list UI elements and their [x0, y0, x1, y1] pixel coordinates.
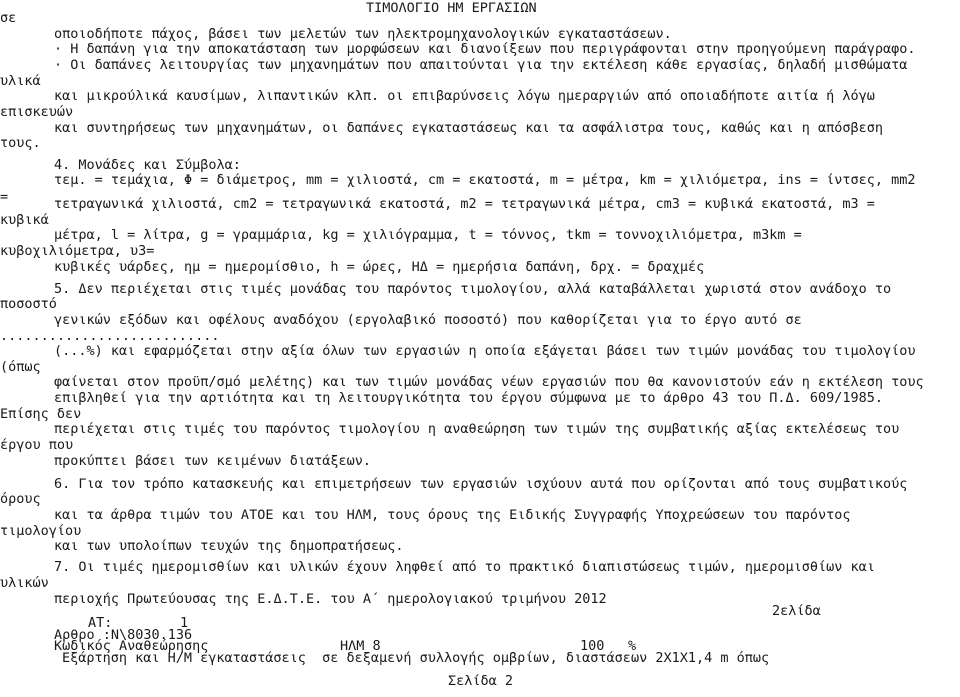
wrap-word: υλικών	[0, 575, 49, 591]
section-heading: 4. Μονάδες και Σύμβολα:	[54, 157, 241, 174]
wrap-word: Επίσης δεν	[0, 405, 82, 422]
dotted-line: ...........................	[0, 327, 220, 344]
percent-sign: %	[628, 638, 637, 655]
text-line: προκύπτει βάσει των κειμένων διατάξεων.	[54, 452, 371, 469]
text-line: και συντηρήσεως των μηχανημάτων, οι δαπάνες εγκαταστάσεως και τα ασφάλιστρα τους, καθώς και η απόσβεση	[54, 119, 884, 136]
text-line: και μικρούλικά καυσίμων, λιπαντικών κλπ. οι επιβαρύνσεις λόγω ημεραργιών από οποιαδήποτε αιτία ή λόγω	[54, 88, 875, 105]
text-line: γενικών εξόδων και οφέλους αναδόχου (εργολαβικό ποσοστό) που καθορίζεται για το έργο αυτό σε	[54, 311, 802, 328]
bullet-line: · Οι δαπάνες λειτουργίας των μηχανημάτων που απαιτούνται για την εκτέλεση κάθε εργασίας, δηλαδή μισθώματα	[54, 57, 908, 74]
page-reference: 2ελίδα	[772, 602, 821, 619]
wrap-word: έργου που	[0, 437, 74, 453]
page-title: ΤΙΜΟΛΟΓΙΟ ΗΜ ΕΡΓΑΣΙΩΝ	[366, 0, 537, 16]
text-line: περιοχής Πρωτεύουσας της Ε.Δ.Τ.Ε. του Α΄ ημερολογιακού τριμήνου 2012	[54, 590, 607, 607]
text-line: και των υπολοίπων τευχών της δημοπρατήσεως.	[54, 538, 404, 555]
wrap-word: κυβοχιλιόμετρα, υ3=	[0, 242, 155, 259]
text-line: φαίνεται στον προϋπ/σμό μελέτης) και των τιμών μονάδας νέων εργασιών που θα κανονιστούν εάν η εκτέλεση τους	[54, 374, 924, 391]
section-heading: 5. Δεν περιέχεται στις τιμές μονάδας του παρόντος τιμολογίου, αλλά καταβάλλεται χωριστά στον ανάδοχο το	[54, 280, 892, 297]
text-line: οποιοδήποτε πάχος, βάσει των μελετών των ηλεκτρομηχανολογικών εγκαταστάσεων.	[54, 25, 672, 42]
wrap-word: υλικά	[0, 72, 41, 89]
wrap-word: όρους	[0, 491, 41, 508]
revision-percent: 100	[580, 638, 605, 655]
page-number: Σελίδα 2	[448, 673, 514, 690]
revision-code-label: Κωδικός Αναθεώρησης	[54, 638, 209, 655]
article-code: Αρθρο :Ν\8030.136	[54, 626, 193, 643]
text-line: κυβικές υάρδες, ημ = ημερομίσθιο, h = ώρες, ΗΔ = ημερήσια δαπάνη, δρχ. = δραχμές	[54, 258, 705, 275]
wrap-word: =	[0, 188, 9, 205]
text-line: περιέχεται στις τιμές του παρόντος τιμολογίου η αναθεώρηση των τιμών της συμβατικής αξίας εκτελέσεως του	[54, 421, 900, 438]
article-description: Εξάρτηση και Η/Μ εγκαταστάσεις σε δεξαμενή συλλογής ομβρίων, διαστάσεων 2Χ1Χ1,4 m όπως	[62, 650, 770, 667]
at-value: 1	[180, 614, 189, 631]
bullet-line: · Η δαπάνη για την αποκατάσταση των μορφώσεων και διανοίξεων που περιγράφονται στην προηγούμενη παράγραφο.	[54, 41, 916, 58]
text-line: τετραγωνικά χιλιοστά, cm2 = τετραγωνικά εκατοστά, m2 = τετραγωνικά μέτρα, cm3 = κυβικά εκατοστά, m3 =	[54, 195, 875, 212]
text-line: επιβληθεί για την αρτιότητα και τη λειτουργικότητα του έργου σύμφωνα με το άρθρο 43 του Π.Δ. 609/1985.	[54, 390, 884, 407]
wrap-word: ποσοστό	[0, 296, 57, 313]
section-heading: 6. Για τον τρόπο κατασκευής και επιμετρήσεων των εργασιών ισχύουν αυτά που ορίζονται από τους συμβατικούς	[54, 475, 908, 492]
text-line: (...%) και εφαρμόζεται στην αξία όλων των εργασιών η οποία εξάγεται βάσει των τιμών μονάδας του τιμολογίου	[54, 343, 916, 360]
text-line: τεμ. = τεμάχια, Φ = διάμετρος, mm = χιλιοστά, cm = εκατοστά, m = μέτρα, km = χιλιόμετρα, ins = ίντσες, mm2	[54, 172, 916, 189]
wrap-word: τιμολογίου	[0, 522, 82, 539]
wrap-word: (όπως	[0, 358, 41, 375]
wrap-word: κυβικά	[0, 211, 49, 228]
wrap-word: τους.	[0, 135, 41, 152]
text-line: και τα άρθρα τιμών του ΑΤΟΕ και του ΗΛΜ, τους όρους της Ειδικής Συγγραφής Υποχρεώσεων του παρόντος	[54, 506, 851, 523]
section-heading: 7. Οι τιμές ημερομισθίων και υλικών έχουν ληφθεί από το πρακτικό διαπιστώσεως τιμών, ημερομισθίων και	[54, 559, 875, 576]
margin-word: σε	[0, 10, 17, 27]
text-line: μέτρα, l = λίτρα, g = γραμμάρια, kg = χιλιόγραμμα, t = τόννος, tkm = τοννοχιλιόμετρα, m3km =	[54, 227, 802, 244]
wrap-word: επισκευών	[0, 103, 74, 120]
revision-code: ΗΛΜ 8	[340, 638, 381, 655]
at-label: AT:	[88, 614, 113, 631]
